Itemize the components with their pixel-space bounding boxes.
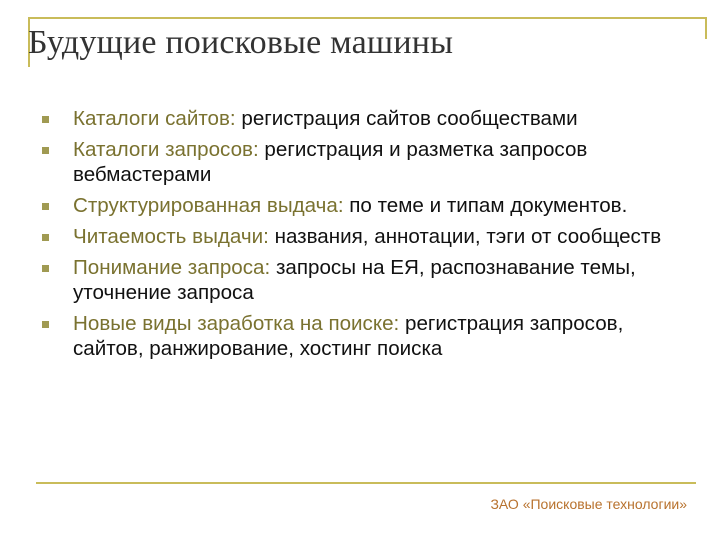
bullet-text: названия, аннотации, тэги от сообществ [268, 225, 662, 248]
bullet-item [42, 137, 682, 187]
square-bullet-icon [42, 203, 49, 210]
square-bullet-icon [42, 265, 49, 272]
frame-right-line [705, 17, 707, 39]
bullet-text: по теме и типам документов. [343, 194, 628, 217]
square-bullet-icon [42, 234, 49, 241]
bullet-term: Каталоги запросов: [73, 138, 259, 161]
bullet-term: Каталоги сайтов: [73, 107, 236, 130]
bullet-term: Читаемость выдачи: [73, 225, 269, 248]
square-bullet-icon [42, 321, 49, 328]
footer-company-name: ЗАО «Поисковые технологии» [490, 496, 687, 512]
bullet-term: Понимание запроса: [73, 256, 271, 279]
square-bullet-icon [42, 116, 49, 123]
frame-bottom-line [36, 482, 696, 484]
bullet-list [42, 106, 682, 367]
bullet-text: регистрация запросов, сайтов, ранжирование, хостинг поиска [73, 312, 624, 360]
bullet-item [42, 106, 682, 131]
bullet-text: запросы на ЕЯ, распознавание темы, уточнение запроса [73, 256, 636, 304]
bullet-item [42, 311, 682, 361]
bullet-text: регистрация и разметка запросов вебмастерами [73, 138, 588, 186]
bullet-text: регистрация сайтов сообществами [235, 107, 578, 130]
slide-title: Будущие поисковые машины [28, 24, 454, 61]
frame-top-line [28, 17, 706, 19]
bullet-term: Новые виды заработка на поиске: [73, 312, 400, 335]
bullet-item [42, 255, 682, 305]
square-bullet-icon [42, 147, 49, 154]
bullet-term: Структурированная выдача: [73, 194, 344, 217]
bullet-item [42, 193, 682, 218]
bullet-item [42, 224, 682, 249]
